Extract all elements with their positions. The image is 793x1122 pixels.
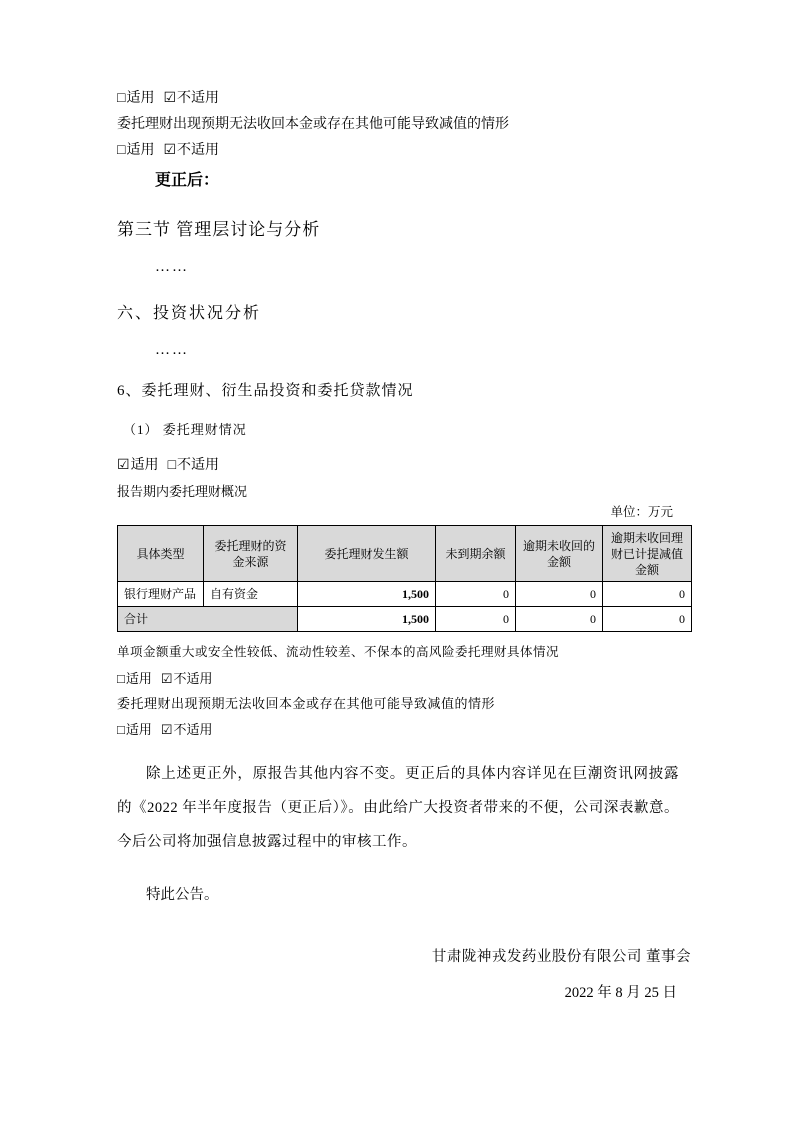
condition-text-bottom: 委托理财出现预期无法收回本金或存在其他可能导致减值的情形 — [117, 696, 496, 711]
applicable-label: 适用 — [125, 722, 152, 737]
col-header-type: 具体类型 — [118, 526, 204, 582]
table-total-row — [118, 607, 692, 632]
applicability-line-table — [117, 456, 691, 476]
signature-line: 甘肃陇神戎发药业股份有限公司 董事会 — [431, 949, 691, 965]
applicable-option — [117, 722, 152, 737]
checkbox-checked-icon: ☑ — [160, 722, 173, 737]
checkbox-unchecked-icon: □ — [117, 722, 125, 737]
not-applicable-option — [163, 91, 219, 106]
not-applicable-label: 不适用 — [177, 91, 220, 106]
closing-paragraph: 除上述更正外，原报告其他内容不变。更正后的具体内容详见在巨潮资讯网披露的《2022 年半年度报告（更正后）》。由此给广大投资者带来的不便，公司深表歉意。今后公司将加强信息披露过程中的审核工作。 — [117, 766, 679, 850]
not-applicable-option — [161, 722, 213, 737]
applicable-option — [117, 458, 159, 473]
unit-label: 单位：万元 — [610, 505, 673, 519]
checkbox-checked-icon: ☑ — [117, 458, 130, 473]
cell-total-label: 合计 — [118, 607, 298, 632]
ellipsis-2: …… — [155, 342, 189, 358]
date-line: 2022 年 8 月 25 日 — [564, 985, 677, 1001]
table-caption: 报告期内委托理财概况 — [117, 484, 248, 499]
table-header-row — [118, 526, 692, 582]
ellipsis-1: …… — [155, 259, 189, 275]
checkbox-unchecked-icon: □ — [117, 671, 125, 686]
applicable-option — [117, 143, 154, 158]
col-header-outstanding: 未到期余额 — [436, 526, 516, 582]
part-heading: 六、投资状况分析 — [117, 305, 262, 322]
not-applicable-option — [168, 458, 219, 473]
not-applicable-label: 不适用 — [173, 671, 213, 686]
applicability-line-top-1 — [117, 89, 691, 109]
checkbox-checked-icon: ☑ — [163, 91, 177, 106]
col-header-overdue: 逾期未收回的金额 — [516, 526, 603, 582]
high-risk-note: 单项金额重大或安全性较低、流动性较差、不保本的高风险委托理财具体情况 — [117, 645, 560, 659]
applicable-label: 适用 — [130, 458, 159, 473]
chapter-heading: 第三节 管理层讨论与分析 — [117, 220, 321, 239]
cell-amount: 1,500 — [298, 582, 436, 607]
announcement-line: 特此公告。 — [146, 887, 219, 903]
col-header-impairment: 逾期未收回理财已计提减值金额 — [603, 526, 692, 582]
cell-total-overdue: 0 — [516, 607, 603, 632]
applicable-option — [117, 671, 152, 686]
cell-fund-source: 自有资金 — [204, 582, 298, 607]
cell-total-outstanding: 0 — [436, 607, 516, 632]
sub-item-heading: （1） 委托理财情况 — [123, 422, 247, 437]
applicability-line-bottom-2 — [117, 720, 691, 739]
checkbox-unchecked-icon: □ — [117, 91, 126, 106]
not-applicable-option — [163, 143, 219, 158]
not-applicable-label: 不适用 — [177, 458, 220, 473]
table-row — [118, 582, 692, 607]
applicability-line-top-2 — [117, 141, 691, 161]
condition-text-top: 委托理财出现预期无法收回本金或存在其他可能导致减值的情形 — [117, 117, 509, 132]
item-heading: 6、委托理财、衍生品投资和委托贷款情况 — [117, 383, 414, 399]
cell-impairment: 0 — [603, 582, 692, 607]
cell-total-impairment: 0 — [603, 607, 692, 632]
not-applicable-label: 不适用 — [173, 722, 213, 737]
applicable-label: 适用 — [125, 671, 152, 686]
applicable-label: 适用 — [126, 143, 155, 158]
applicable-option — [117, 91, 154, 106]
applicability-line-bottom-1 — [117, 669, 691, 688]
cell-overdue: 0 — [516, 582, 603, 607]
correction-heading: 更正后： — [155, 172, 220, 189]
col-header-amount: 委托理财发生额 — [298, 526, 436, 582]
cell-outstanding: 0 — [436, 582, 516, 607]
checkbox-checked-icon: ☑ — [160, 671, 173, 686]
checkbox-unchecked-icon: □ — [117, 143, 126, 158]
cell-total-amount: 1,500 — [298, 607, 436, 632]
col-header-fund-source: 委托理财的资金来源 — [204, 526, 298, 582]
checkbox-checked-icon: ☑ — [163, 143, 177, 158]
not-applicable-label: 不适用 — [177, 143, 220, 158]
checkbox-unchecked-icon: □ — [167, 458, 177, 473]
applicable-label: 适用 — [126, 91, 155, 106]
cell-product-type: 银行理财产品 — [118, 582, 204, 607]
entrusted-wealth-table — [117, 525, 692, 632]
not-applicable-option — [161, 671, 213, 686]
